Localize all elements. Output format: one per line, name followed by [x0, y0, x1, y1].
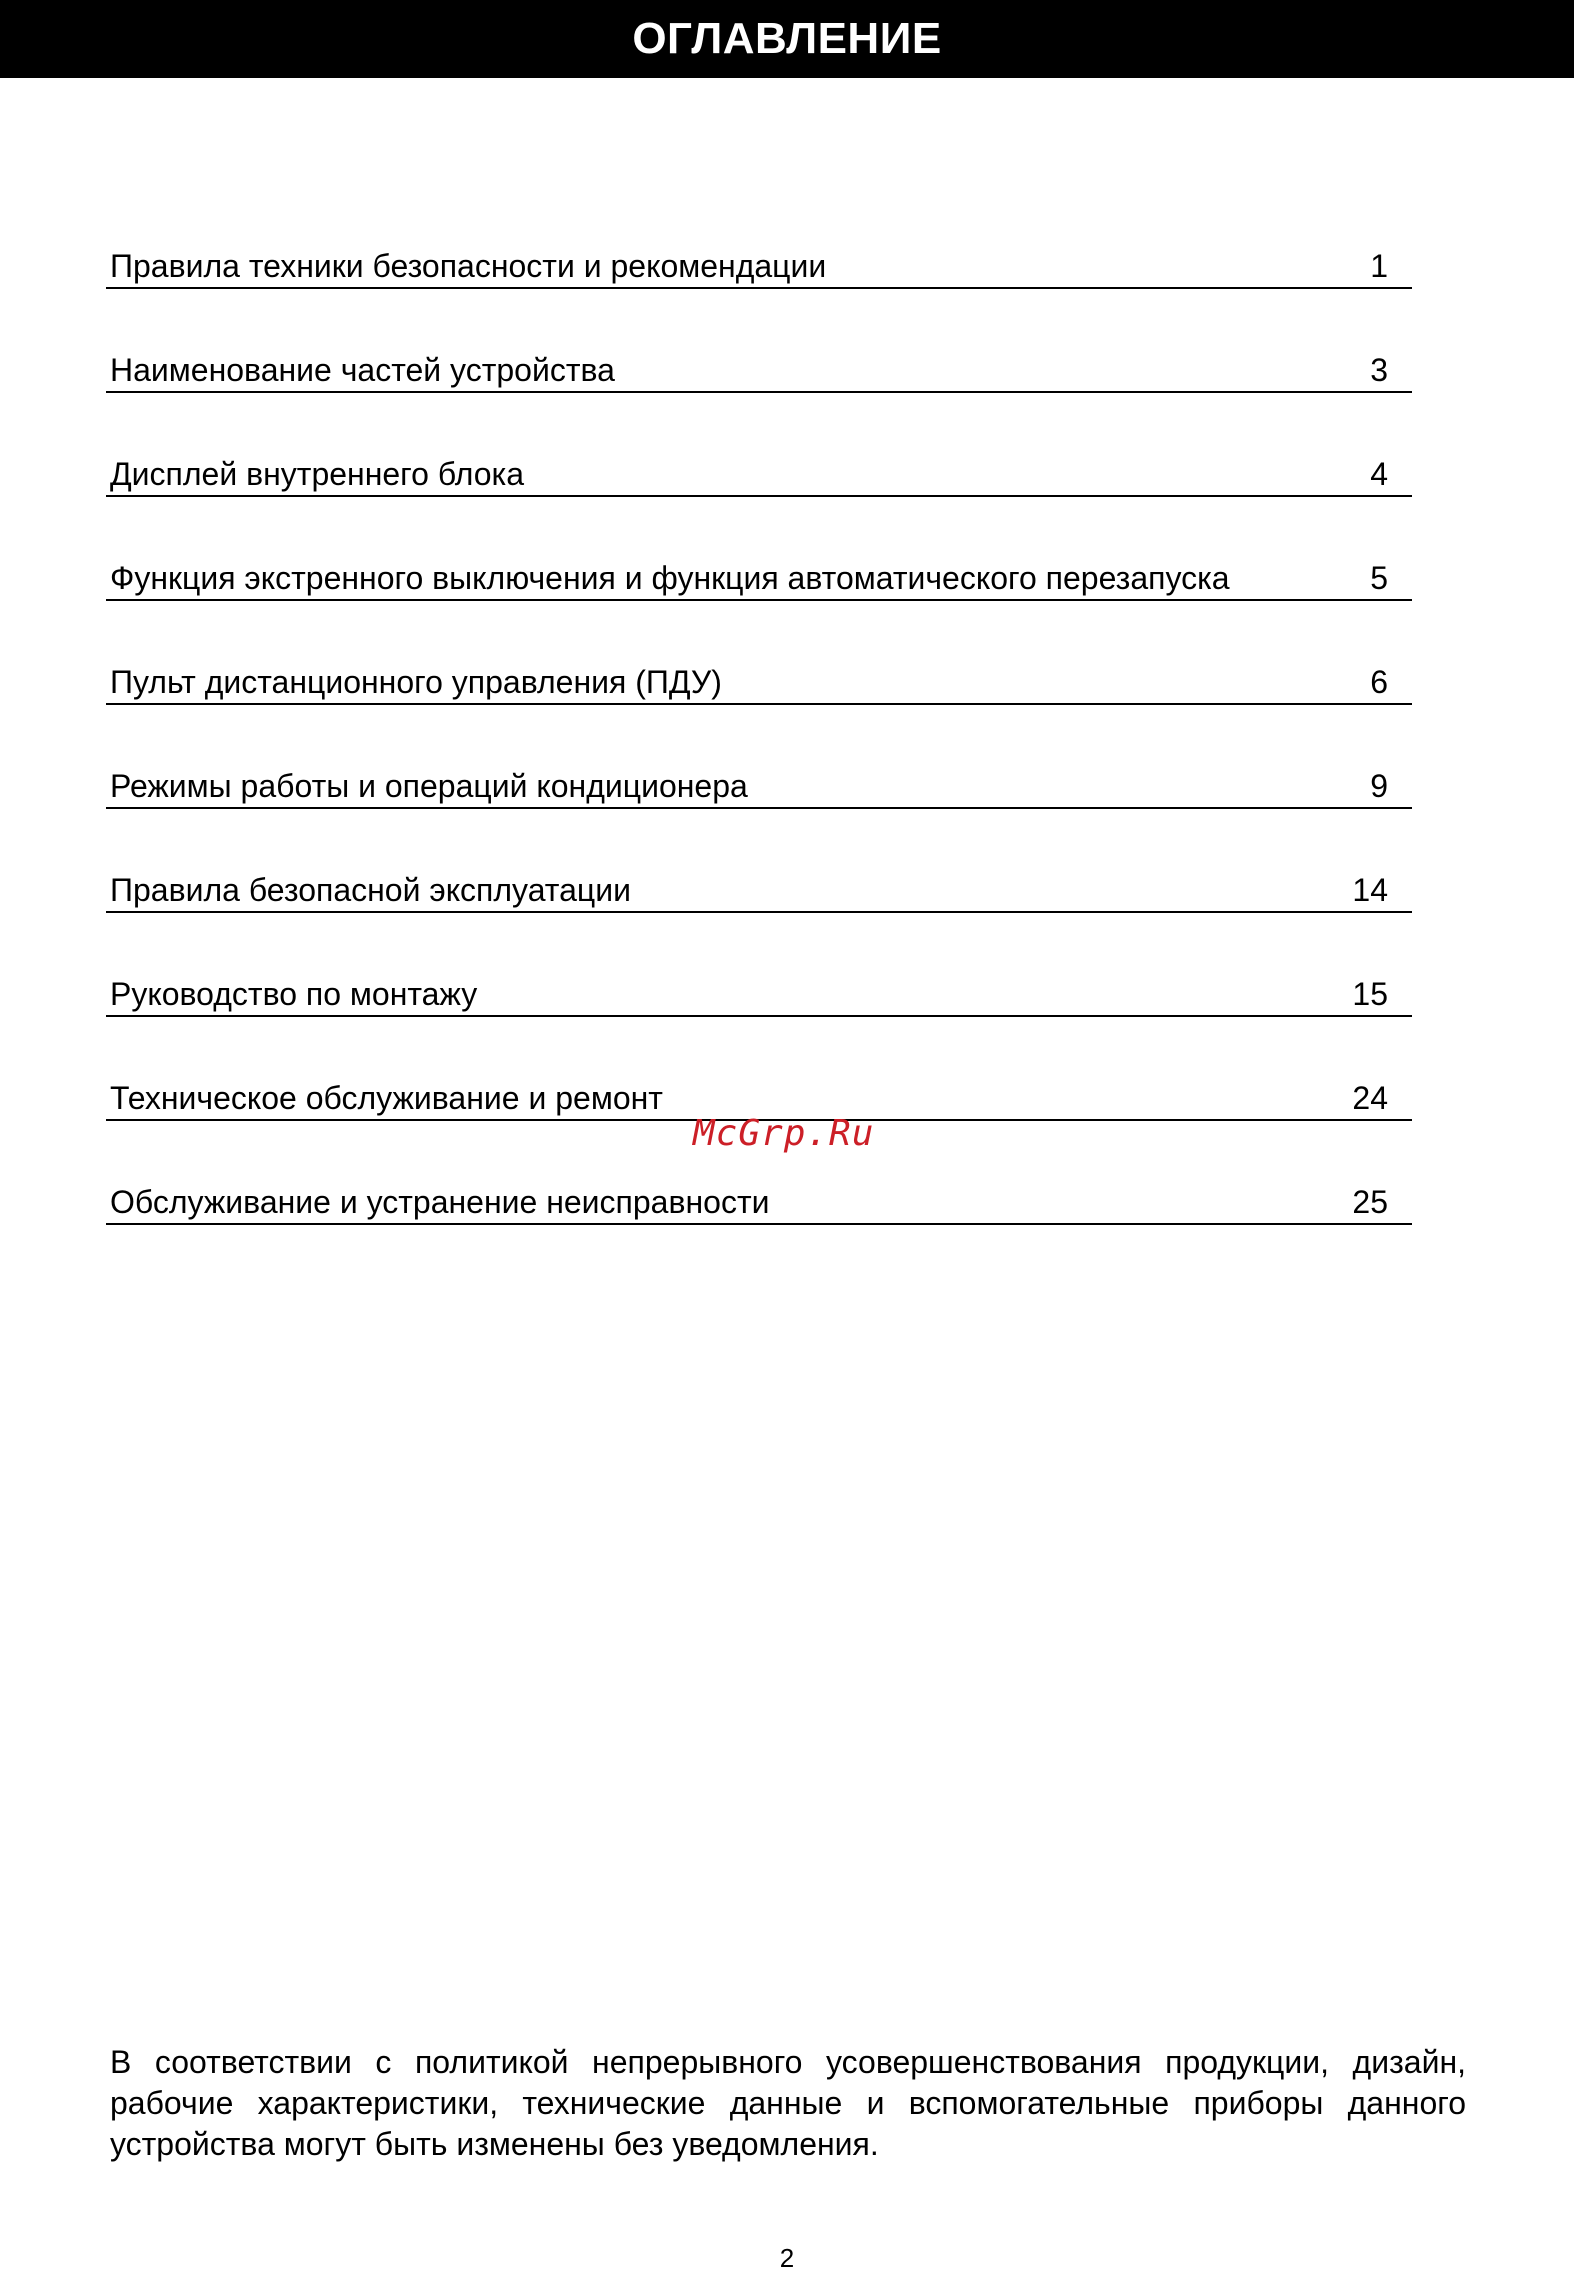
toc-entry-line — [106, 1162, 1412, 1225]
toc-item-page: 14 — [1352, 871, 1388, 908]
toc-item-title: Дисплей внутреннего блока — [110, 455, 525, 492]
toc-item-title: Техническое обслуживание и ремонт — [110, 1079, 663, 1116]
toc-item-title: Пульт дистанционного управления (ПДУ) — [110, 663, 722, 700]
toc-item[interactable] — [106, 434, 1412, 538]
toc-item-page: 24 — [1352, 1079, 1388, 1116]
toc-entry-line — [106, 746, 1412, 809]
toc-entry-line — [106, 434, 1412, 497]
toc-item-page: 3 — [1370, 351, 1388, 388]
toc-item[interactable] — [106, 330, 1412, 434]
toc-entry-line — [106, 226, 1412, 289]
toc-entry-line — [106, 642, 1412, 705]
page-title: ОГЛАВЛЕНИЕ — [632, 14, 942, 63]
toc-item[interactable] — [106, 850, 1412, 954]
toc-item-title: Обслуживание и устранение неисправности — [110, 1183, 770, 1220]
toc-item-title: Наименование частей устройства — [110, 351, 615, 388]
toc-item[interactable] — [106, 746, 1412, 850]
toc-entry-line — [106, 850, 1412, 913]
toc-item-title: Правила безопасной эксплуатации — [110, 871, 631, 908]
toc-item-page: 4 — [1370, 455, 1388, 492]
toc-entry-line — [106, 330, 1412, 393]
toc-item-page: 5 — [1370, 559, 1388, 596]
toc-item-title: Режимы работы и операций кондиционера — [110, 767, 748, 804]
disclaimer-text: В соответствии с политикой непрерывного усовершенствования продукции, дизайн, рабочие характеристики, технические данные и вспомогательные приборы данного устройства могут быть изменены без уведомления. — [110, 2044, 1466, 2162]
toc-item[interactable] — [106, 538, 1412, 642]
watermark: McGrp.Ru — [693, 1113, 875, 1154]
toc-item-page: 9 — [1370, 767, 1388, 804]
toc-item-title: Руководство по монтажу — [110, 975, 478, 1012]
toc-item-page: 25 — [1352, 1183, 1388, 1220]
toc-entry-line — [106, 538, 1412, 601]
toc-item[interactable] — [106, 954, 1412, 1058]
header-bar — [0, 0, 1574, 78]
toc-item[interactable] — [106, 1162, 1412, 1266]
table-of-contents — [106, 226, 1412, 1266]
toc-item-page: 6 — [1370, 663, 1388, 700]
toc-item-title: Правила техники безопасности и рекомендации — [110, 247, 827, 284]
page-number: 2 — [779, 2243, 795, 2273]
toc-entry-line — [106, 954, 1412, 1017]
toc-item[interactable] — [106, 226, 1412, 330]
toc-item[interactable] — [106, 642, 1412, 746]
toc-item-page: 1 — [1370, 247, 1388, 284]
toc-item-title: Функция экстренного выключения и функция автоматического перезапуска — [110, 559, 1230, 596]
toc-item-page: 15 — [1352, 975, 1388, 1012]
